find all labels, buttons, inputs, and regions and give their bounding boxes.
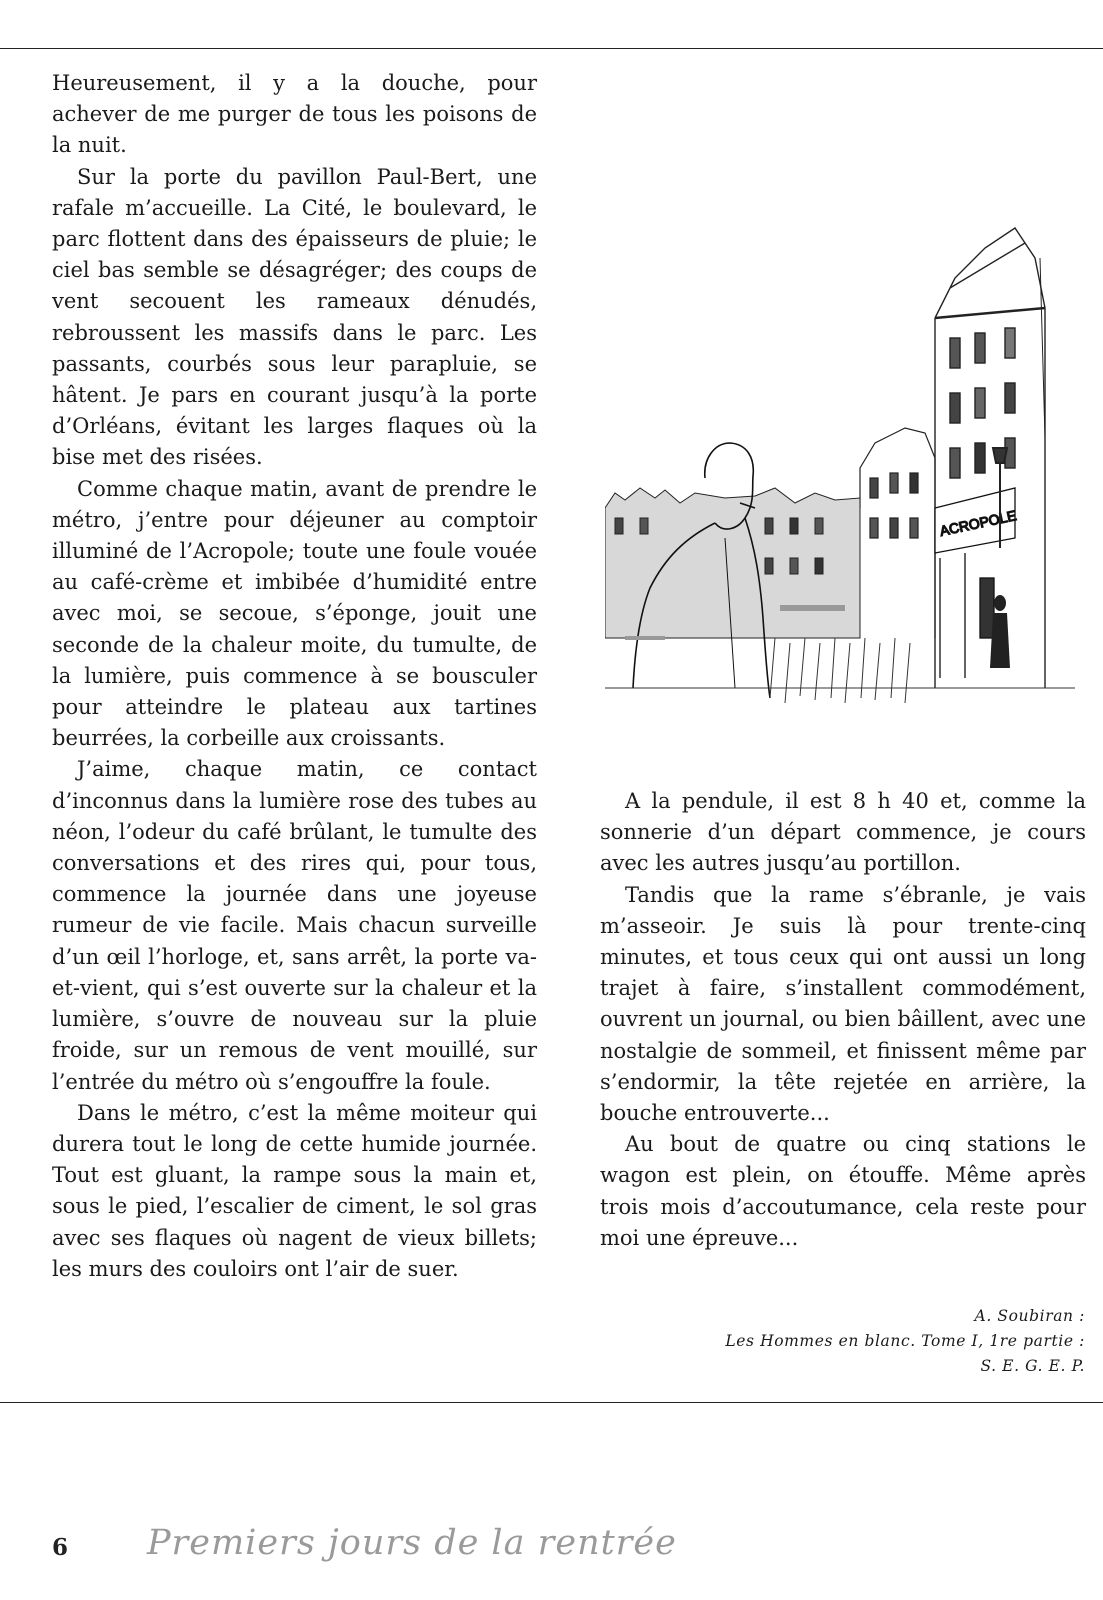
citation-author: A. Soubiran : <box>974 1307 1085 1325</box>
left-text-column <box>52 68 537 1285</box>
page-number: 6 <box>52 1534 69 1561</box>
paragraph: Comme chaque matin, avant de prendre le métro, j’entre pour déjeuner au comptoir illuminé de l’Acropole; toute une foule vouée au café-crème et imbibée d’humidité entre avec moi, se secoue, s’éponge, jouit une seconde de la chaleur moite, du tumulte, de la lumière, puis commence à se bousculer pour atteindre le plateau aux tartines beurrées, la corbeille aux croissants. <box>52 476 537 751</box>
bottom-rule <box>0 1402 1103 1403</box>
paragraph: Sur la porte du pavillon Paul-Bert, une rafale m’accueille. La Cité, le boulevard, le parc flottent dans des épaisseurs de pluie; le ciel bas semble se désagréger; des coups de vent secouent les rameaux dénudés, rebroussent les massifs dans le parc. Les passants, courbés sous leur parapluie, se hâtent. Je pars en courant jusqu’à la porte d’Orléans, évitant les larges flaques où la bise met des risées. <box>52 164 537 470</box>
citation-publisher: S. E. G. E. P. <box>980 1357 1085 1375</box>
citation-work: Les Hommes en blanc. Tome I, 1re partie : <box>725 1332 1085 1350</box>
paragraph: Heureusement, il y a la douche, pour achever de me purger de tous les poisons de la nuit. <box>52 71 537 158</box>
storefront-sign: ACROPOLE <box>938 507 1018 539</box>
running-title: Premiers jours de la rentrée <box>147 1523 677 1563</box>
paragraph: Au bout de quatre ou cinq stations le wagon est plein, on étouffe. Même après trois mois d’accoutumance, cela reste pour moi une épreuve... <box>600 1132 1086 1250</box>
middle-building-sketch <box>860 428 935 638</box>
paragraph: J’aime, chaque matin, ce contact d’inconnus dans la lumière rose des tubes au néon, l’odeur du café brûlant, le tumulte des conversations et des rires qui, pour tous, commence la journée dans une joyeuse rumeur de vie facile. Mais chacun surveille d’un œil l’horloge, et, sans arrêt, la porte va-et-vient, qui s’est ouverte sur la chaleur et la lumière, s’ouvre de nouveau sur la pluie froide, sur un remous de vent mouillé, sur l’entrée du métro où s’engouffre la foule. <box>52 757 537 1094</box>
street-scene-illustration <box>605 218 1075 718</box>
source-citation <box>645 1304 1085 1379</box>
paragraph: A la pendule, il est 8 h 40 et, comme la sonnerie d’un départ commence, je cours avec les autres jusqu’au portillon. <box>600 789 1086 876</box>
paragraph: Tandis que la rame s’ébranle, je vais m’asseoir. Je suis là pour trente-cinq minutes, et tous ceux qui ont aussi un long trajet à faire, s’installent commodément, ouvrent un journal, ou bien bâillent, avec une nostalgie de sommeil, et finissent même par s’endormir, la tête rejetée en arrière, la bouche entrouverte... <box>600 882 1086 1126</box>
paragraph: Dans le métro, c’est la même moiteur qui durera tout le long de cette humide journée. Tout est gluant, la rampe sous la main et, sous le pied, l’escalier de ciment, le sol gras avec ses flaques où nagent de vieux billets; les murs des couloirs ont l’air de suer. <box>52 1100 537 1281</box>
distant-buildings-sketch <box>605 488 860 638</box>
right-text-column <box>600 786 1086 1254</box>
top-rule <box>0 48 1103 49</box>
